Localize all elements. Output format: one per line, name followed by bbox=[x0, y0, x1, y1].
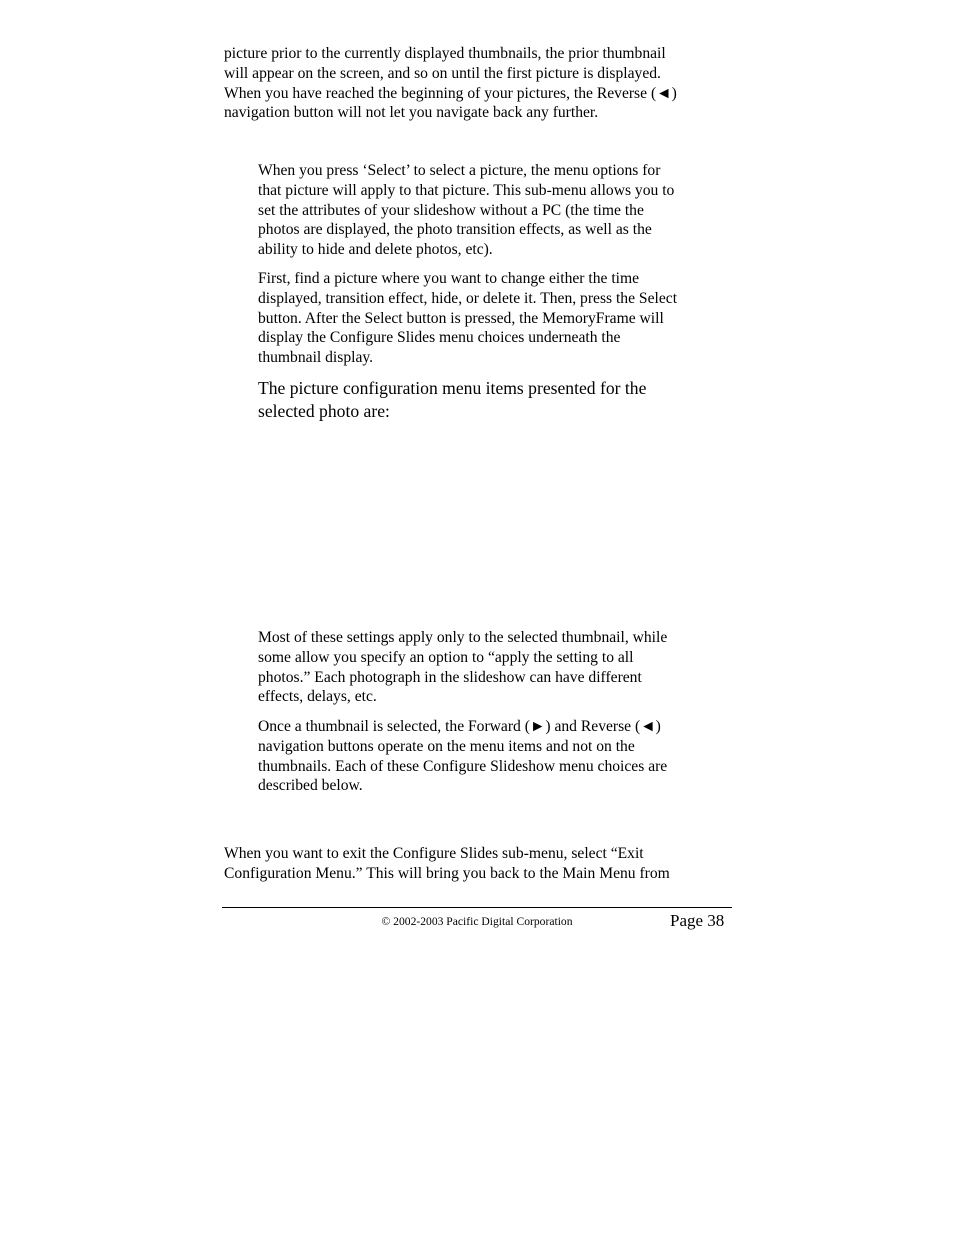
paragraph-menu-items-intro bbox=[258, 377, 646, 422]
text-line: thumbnails. Each of these Configure Slideshow menu choices are bbox=[258, 757, 668, 775]
text-line: display the Configure Slides menu choices underneath the bbox=[258, 329, 621, 347]
text-line: When you want to exit the Configure Slides sub-menu, select “Exit bbox=[224, 845, 644, 862]
paragraph-find-picture bbox=[258, 269, 677, 368]
text-line: will appear on the screen, and so on until the first picture is displayed. bbox=[224, 64, 661, 82]
text-line: When you press ‘Select’ to select a picture, the menu options for bbox=[258, 162, 661, 179]
text-line: photos.” Each photograph in the slideshow can have different bbox=[258, 668, 642, 686]
page-number: Page 38 bbox=[670, 911, 725, 930]
paragraph-exit-menu bbox=[224, 844, 670, 884]
footer-divider bbox=[222, 907, 732, 908]
text-line: displayed, transition effect, hide, or delete it. Then, press the Select bbox=[258, 289, 678, 307]
text-line: Most of these settings apply only to the selected thumbnail, while bbox=[258, 629, 668, 646]
text-line: Configuration Menu.” This will bring you back to the Main Menu from bbox=[224, 864, 670, 882]
paragraph-navigation-reverse bbox=[224, 44, 677, 123]
text-line: picture prior to the currently displayed thumbnails, the prior thumbnail bbox=[224, 45, 666, 62]
text-line: The picture configuration menu items presented for the bbox=[258, 378, 647, 398]
text-line: photos are displayed, the photo transition effects, as well as the bbox=[258, 221, 652, 239]
text-line: navigation buttons operate on the menu items and not on the bbox=[258, 737, 635, 755]
text-line: set the attributes of your slideshow without a PC (the time the bbox=[258, 201, 644, 219]
text-line: some allow you specify an option to “apply the setting to all bbox=[258, 648, 634, 666]
text-line: When you have reached the beginning of your pictures, the Reverse (◄) bbox=[224, 84, 677, 102]
text-line: selected photo are: bbox=[258, 400, 390, 421]
footer-copyright: © 2002-2003 Pacific Digital Corporation bbox=[381, 915, 573, 928]
text-line: ability to hide and delete photos, etc). bbox=[258, 241, 493, 259]
text-line: thumbnail display. bbox=[258, 349, 374, 367]
text-line: described below. bbox=[258, 777, 363, 795]
text-line: button. After the Select button is pressed, the MemoryFrame will bbox=[258, 309, 664, 327]
text-line: effects, delays, etc. bbox=[258, 688, 377, 706]
text-line: Once a thumbnail is selected, the Forward (►) and Reverse (◄) bbox=[258, 718, 661, 735]
paragraph-settings-scope bbox=[258, 628, 667, 707]
paragraph-navigation-menu bbox=[258, 717, 667, 796]
text-line: First, find a picture where you want to change either the time bbox=[258, 270, 640, 287]
paragraph-select-submenu bbox=[258, 161, 674, 260]
text-line: that picture will apply to that picture. This sub-menu allows you to bbox=[258, 181, 675, 199]
text-line: navigation button will not let you navigate back any further. bbox=[224, 104, 599, 122]
